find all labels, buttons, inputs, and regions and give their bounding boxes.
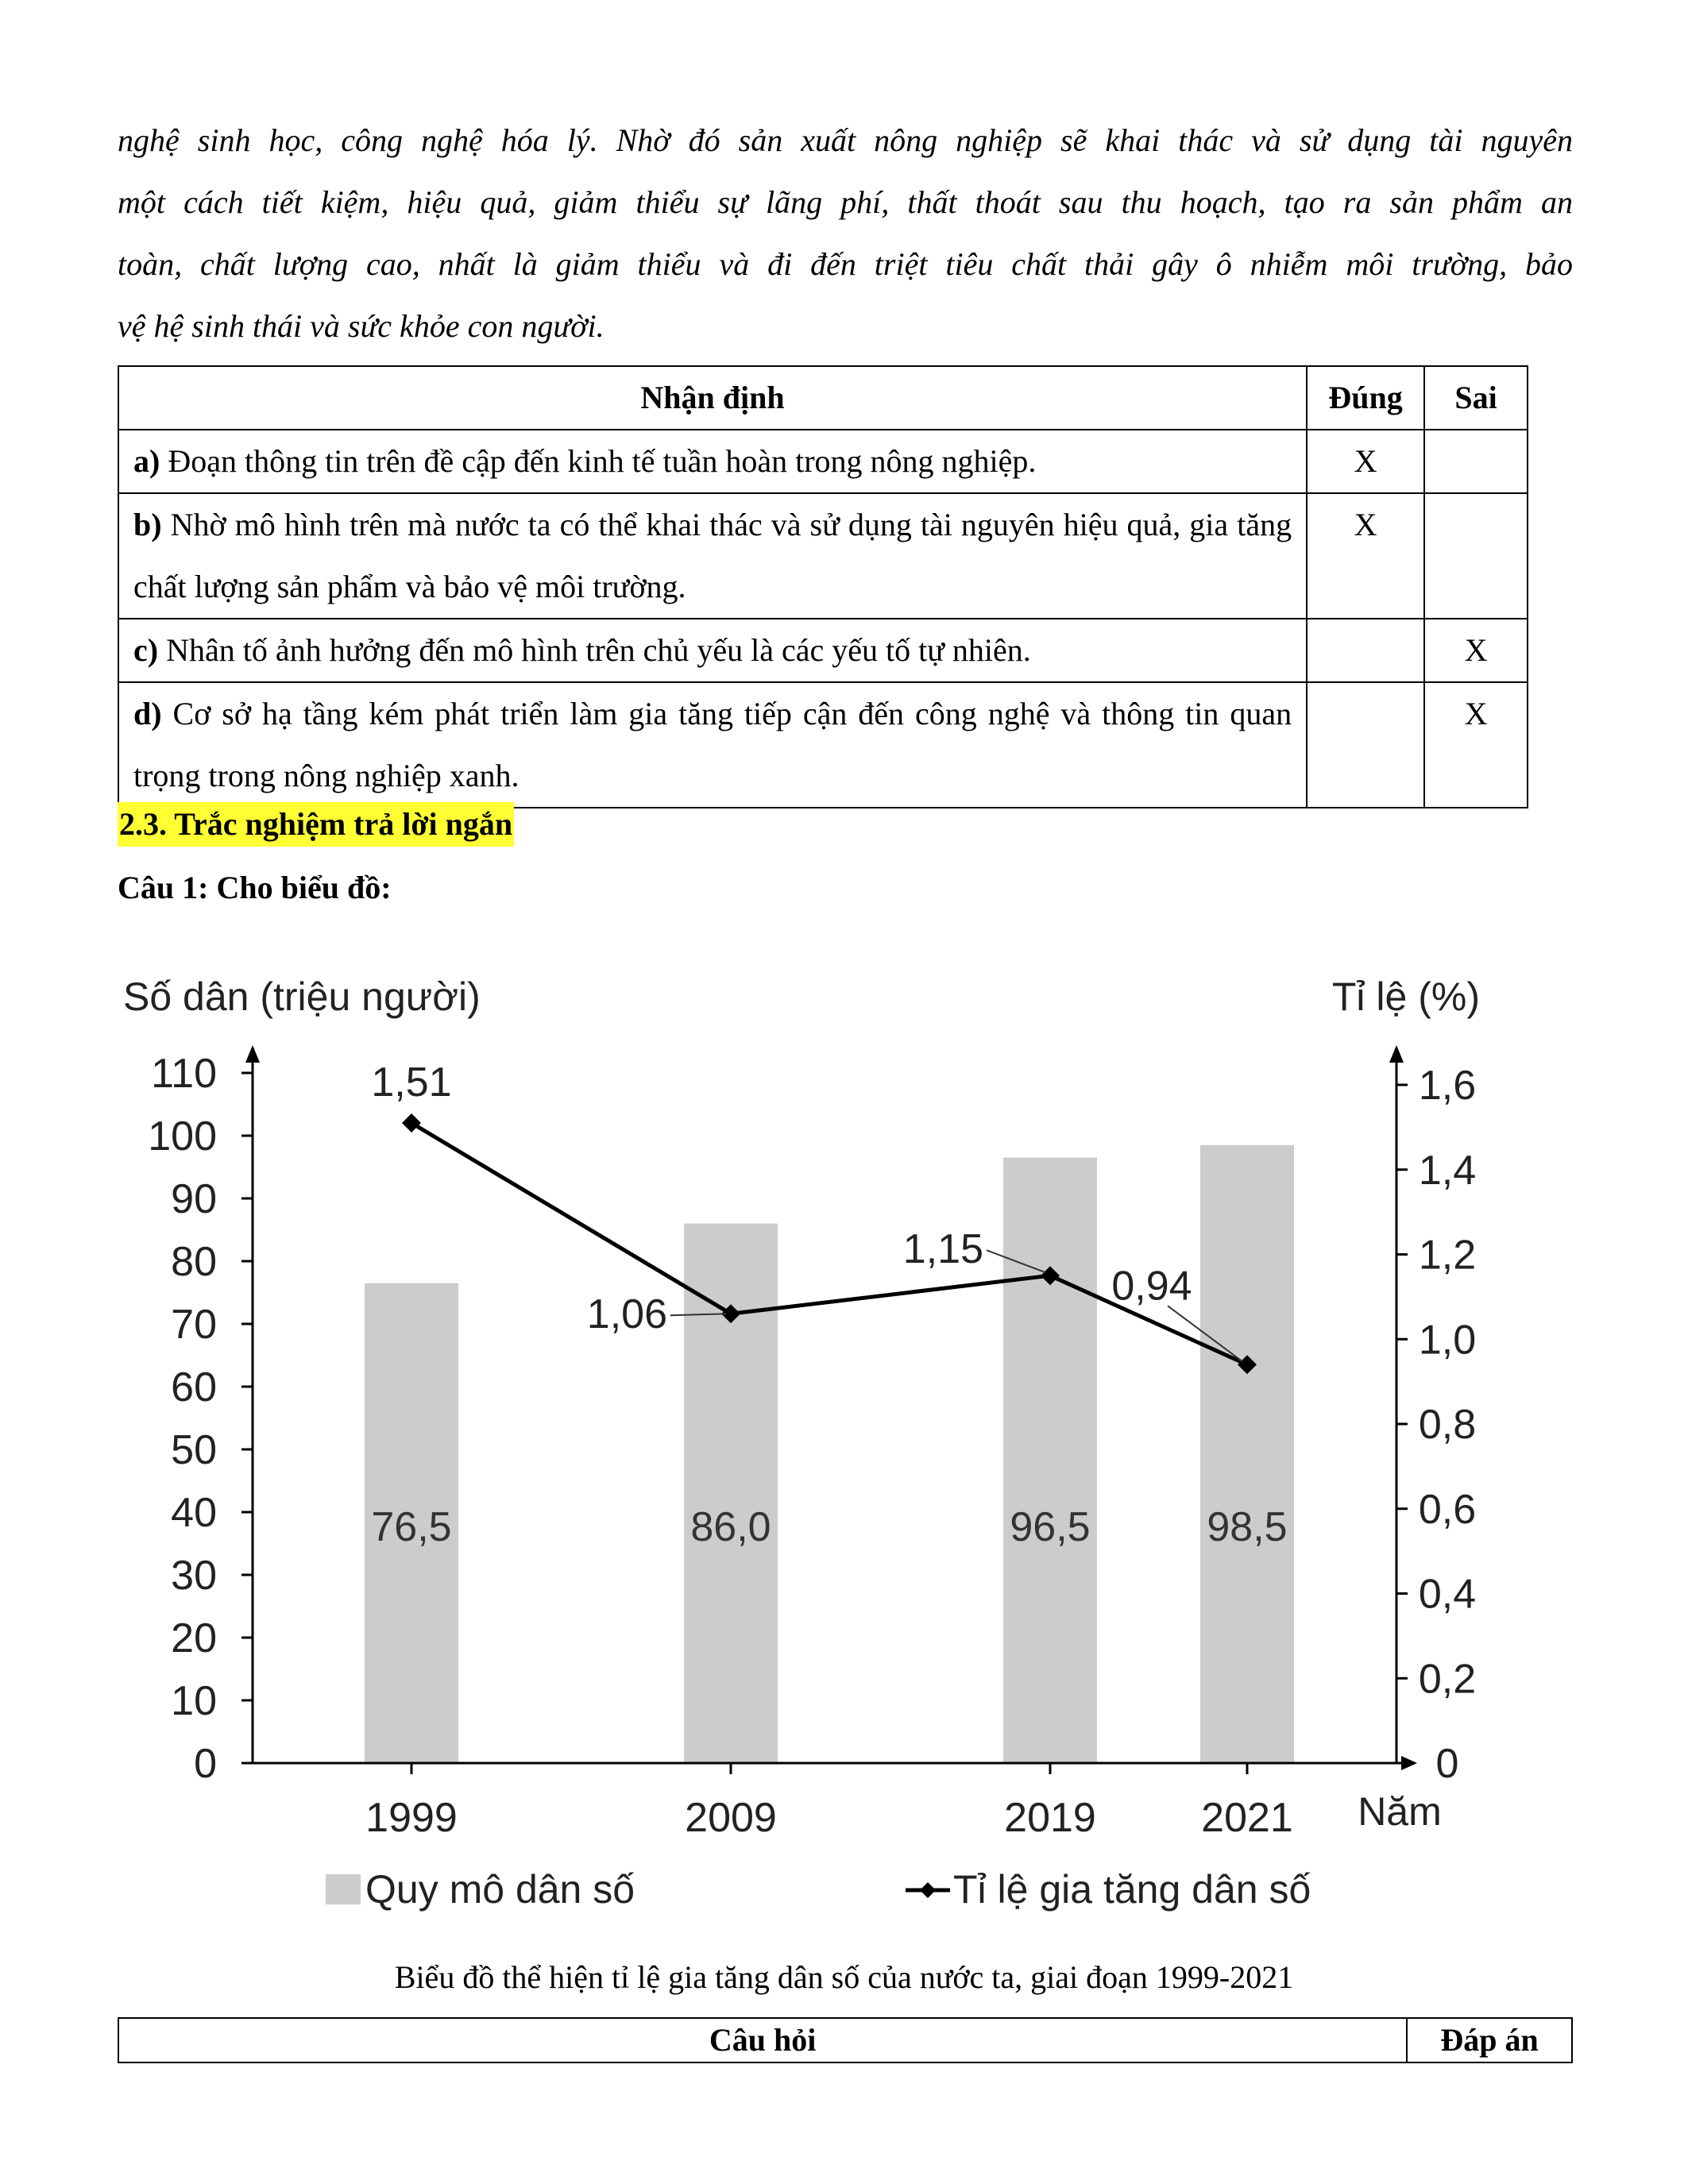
true-mark: X — [1307, 430, 1424, 493]
table-header-row — [118, 366, 1528, 430]
left-tick-label: 30 — [171, 1553, 217, 1599]
statement-cell — [118, 493, 1307, 619]
header-answer: Đáp án — [1407, 2018, 1572, 2062]
left-tick-label: 0 — [194, 1741, 217, 1787]
right-tick-label: 0,4 — [1418, 1571, 1477, 1618]
x-tick-label: 2009 — [685, 1795, 777, 1841]
x-tick-label: 1999 — [365, 1795, 458, 1841]
x-tick-label: 2019 — [1004, 1795, 1096, 1841]
legend-bar-swatch — [326, 1874, 361, 1904]
right-tick-label: 0,6 — [1418, 1486, 1477, 1533]
statement-cell — [118, 619, 1307, 682]
left-axis-arrow — [245, 1045, 260, 1063]
intro-line: vệ hệ sinh thái và sức khỏe con người. — [118, 308, 605, 344]
chart-legend — [326, 1867, 1311, 1912]
intro-line: một cách tiết kiệm, hiệu quả, giảm thiểu sự lãng phí, thất thoát sau thu hoạch, tạo ra sản phẩm an — [118, 184, 1573, 220]
left-tick-label: 40 — [171, 1490, 217, 1536]
line-value-label: 1,06 — [586, 1291, 667, 1338]
statement-label: a) — [133, 443, 160, 479]
true-mark — [1307, 619, 1424, 682]
statement-text: Nhờ mô hình trên mà nước ta có thể khai thác và sử dụng tài nguyên hiệu quả, gia tăng chất lượng sản phẩm và bảo vệ môi trường. — [133, 507, 1292, 604]
line-point — [402, 1113, 421, 1133]
table-row — [118, 619, 1528, 682]
statement-cell — [118, 682, 1307, 808]
bar-value-label: 96,5 — [1010, 1504, 1091, 1550]
population-chart — [103, 961, 1501, 1946]
right-tick-label: 0,2 — [1418, 1656, 1477, 1703]
growth-rate-line — [411, 1123, 1247, 1364]
right-tick-label: 1,6 — [1418, 1063, 1477, 1109]
right-axis-title: Tỉ lệ (%) — [1331, 974, 1480, 1019]
table-row — [118, 430, 1528, 493]
header-question: Câu hỏi — [118, 2018, 1407, 2062]
left-tick-label: 80 — [171, 1239, 217, 1285]
right-tick-label: 1,2 — [1418, 1232, 1477, 1279]
header-true: Đúng — [1307, 366, 1424, 430]
true-false-table — [118, 365, 1528, 808]
legend-line-marker — [920, 1882, 936, 1898]
right-axis-arrow — [1389, 1045, 1404, 1063]
false-mark: X — [1424, 619, 1528, 682]
left-tick-label: 60 — [171, 1364, 217, 1410]
false-mark — [1424, 430, 1528, 493]
right-tick-label: 0,8 — [1418, 1402, 1477, 1448]
left-tick-label: 90 — [171, 1176, 217, 1222]
left-tick-label: 10 — [171, 1678, 217, 1724]
statement-text: Đoạn thông tin trên đề cập đến kinh tế tuần hoàn trong nông nghiệp. — [168, 443, 1037, 479]
statement-text: Nhân tố ảnh hưởng đến mô hình trên chủ yếu là các yếu tố tự nhiên. — [166, 632, 1031, 668]
statement-cell — [118, 430, 1307, 493]
header-false: Sai — [1424, 366, 1528, 430]
line-value-label: 1,15 — [902, 1226, 983, 1273]
header-statement: Nhận định — [118, 366, 1307, 430]
line-value-label: 0,94 — [1111, 1263, 1192, 1310]
intro-line: nghệ sinh học, công nghệ hóa lý. Nhờ đó sản xuất nông nghiệp sẽ khai thác và sử dụng tài nguyên — [118, 122, 1573, 158]
answer-table — [118, 2017, 1573, 2063]
left-axis-title: Số dân (triệu người) — [123, 974, 481, 1019]
statement-label: d) — [133, 696, 162, 731]
table-row — [118, 493, 1528, 619]
bar-value-label: 76,5 — [371, 1504, 452, 1550]
intro-line: toàn, chất lượng cao, nhất là giảm thiểu và đi đến triệt tiêu chất thải gây ô nhiễm môi trường, bảo — [118, 246, 1573, 282]
section-heading: 2.3. Trắc nghiệm trả lời ngắn — [118, 802, 514, 847]
true-mark: X — [1307, 493, 1424, 619]
left-tick-label: 70 — [171, 1302, 217, 1348]
line-value-label: 1,51 — [371, 1059, 452, 1106]
x-tick-label: 2021 — [1201, 1795, 1293, 1841]
legend-bar-label: Quy mô dân số — [365, 1867, 635, 1912]
false-mark: X — [1424, 682, 1528, 808]
bar — [1200, 1145, 1294, 1763]
true-mark — [1307, 682, 1424, 808]
table-row — [118, 682, 1528, 808]
statement-text: Cơ sở hạ tầng kém phát triển làm gia tăng tiếp cận đến công nghệ và thông tin quan trọng trong nông nghiệp xanh. — [133, 696, 1292, 793]
left-tick-label: 110 — [151, 1051, 217, 1097]
right-tick-label: 0 — [1435, 1741, 1459, 1787]
false-mark — [1424, 493, 1528, 619]
right-tick-label: 1,4 — [1418, 1147, 1477, 1194]
bar-value-label: 86,0 — [690, 1504, 771, 1550]
bar — [1003, 1158, 1097, 1763]
right-tick-label: 1,0 — [1418, 1317, 1477, 1364]
intro-paragraph — [118, 110, 1573, 357]
left-tick-label: 50 — [171, 1427, 217, 1473]
question-heading: Câu 1: Cho biểu đồ: — [118, 870, 392, 905]
table-header-row — [118, 2018, 1572, 2062]
left-tick-label: 20 — [171, 1615, 217, 1661]
legend-line-label: Tỉ lệ gia tăng dân số — [953, 1867, 1311, 1912]
x-axis-title: Năm — [1358, 1789, 1442, 1834]
chart-caption: Biểu đồ thể hiện tỉ lệ gia tăng dân số của nước ta, giai đoạn 1999-2021 — [394, 1959, 1294, 1995]
left-tick-label: 100 — [148, 1113, 217, 1160]
bar-value-label: 98,5 — [1207, 1504, 1288, 1550]
statement-label: b) — [133, 507, 162, 542]
statement-label: c) — [133, 632, 159, 668]
